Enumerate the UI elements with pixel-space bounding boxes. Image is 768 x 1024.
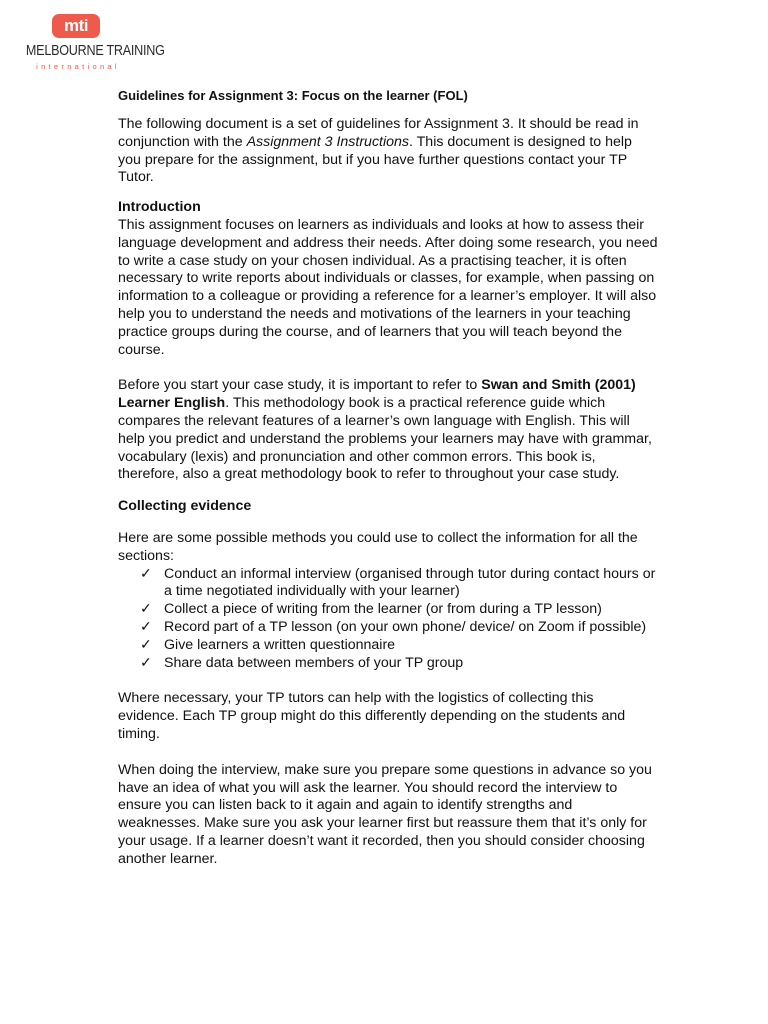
logo-name: MELBOURNE TRAINING: [25, 42, 165, 59]
check-icon: ✓: [140, 565, 152, 582]
introduction-paragraph: This assignment focuses on learners as individuals and looks at how to assess their language development and address their needs. After doing some research, you need to write a case study on your chosen individual. As a practising teacher, it is often necessary to write reports about individuals or classes, for example, when passing on information to a colleague or providing a reference for a learner’s employer. It will also help you to understand the needs and motivations of the learners in your teaching practice groups during the course, and of learners that you will teach beyond the course.: [118, 216, 658, 358]
intro-text-b: . This document is designed to help you prepare for the assignment, but if you have further questions contact your TP Tutor.: [118, 133, 632, 186]
method-text: Conduct an informal interview (organised through tutor during contact hours or a time negotiated individually with your learner): [164, 565, 656, 600]
document-body: [118, 88, 658, 868]
swan-text-b: . This methodology book is a practical reference guide which compares the relevant features of a learner’s own language with English. This will help you predict and understand the problems your learners may have with grammar, vocabulary (lexis) and pronunciation and other common errors. This book is, therefore, also a great methodology book to refer to throughout your case study.: [118, 395, 652, 483]
check-icon: ✓: [140, 618, 152, 635]
check-icon: ✓: [140, 601, 152, 618]
collecting-heading: Collecting evidence: [118, 498, 252, 515]
method-text: Give learners a written questionnaire: [164, 636, 396, 653]
document-title: Guidelines for Assignment 3: Focus on the learner (FOL): [118, 88, 468, 103]
introduction-heading: Introduction: [118, 199, 201, 216]
intro-paragraph: [118, 116, 658, 187]
list-item: [140, 566, 658, 602]
company-logo: [16, 14, 165, 74]
check-icon: ✓: [140, 654, 152, 671]
intro-text-a: The following document is a set of guidelines for Assignment 3. It should be read in conjunction with the: [118, 116, 639, 150]
list-item: [140, 619, 658, 637]
method-text: Collect a piece of writing from the learner (or from during a TP lesson): [164, 601, 602, 618]
swan-paragraph: [118, 377, 658, 484]
list-item: [140, 601, 658, 619]
intro-italic: Assignment 3 Instructions: [246, 133, 410, 150]
logo-badge: mti: [52, 14, 100, 38]
interview-paragraph: When doing the interview, make sure you prepare some questions in advance so you have an idea of what you will ask the learner. You should record the interview to ensure you can listen back to it again and again to identify strengths and weaknesses. Make sure you ask your learner first but reassure them that it’s only for your usage. If a learner doesn’t want it recorded, then you should consider choosing another learner.: [118, 761, 652, 867]
method-text: Share data between members of your TP group: [164, 654, 464, 671]
collecting-lead: Here are some possible methods you could use to collect the information for all the sections:: [118, 529, 638, 564]
logistics-paragraph: Where necessary, your TP tutors can help with the logistics of collecting this evidence. Each TP group might do this differently depending on the students and timing.: [118, 690, 626, 742]
logo-subtitle: international: [36, 62, 120, 71]
check-icon: ✓: [140, 636, 152, 653]
list-item: [140, 655, 658, 673]
methods-list: [118, 566, 658, 673]
swan-bold: Swan and Smith (2001) Learner English: [118, 377, 636, 412]
swan-text-a: Before you start your case study, it is important to refer to: [118, 377, 482, 394]
method-text: Record part of a TP lesson (on your own phone/ device/ on Zoom if possible): [164, 618, 647, 635]
list-item: [140, 637, 658, 655]
